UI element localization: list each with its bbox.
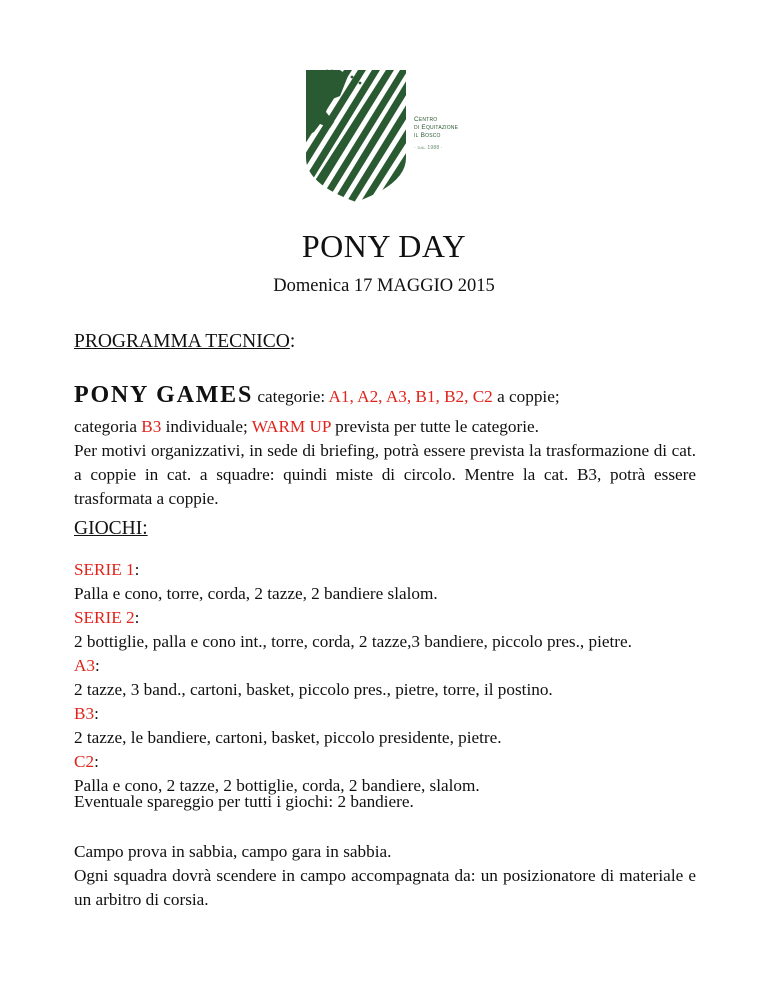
series-games: 2 tazze, 3 band., cartoni, basket, piccolo pres., pietre, torre, il postino. [74,680,553,699]
category-b3: B3 [141,417,162,436]
team-paragraph: Ogni squadra dovrà scendere in campo accompagnata da: un posizionatore di materiale e un arbitro di corsia. [74,866,696,909]
logo-line-3: il Bosco [414,132,441,139]
series-name: A3 [74,656,96,675]
category-b3-line [74,415,696,439]
category-b3-mid: individuale; [161,417,252,436]
category-b3-prefix: categoria [74,417,142,436]
program-heading-line [74,330,696,354]
series-item [74,606,696,654]
program-heading: PROGRAMMA TECNICO [74,331,290,352]
series-name: C2 [74,752,95,771]
series-name: SERIE 1 [74,560,135,579]
logo-text [414,116,458,152]
series-colon: : [134,608,140,627]
organization-paragraph: Per motivi organizzativi, in sede di briefing, potrà essere prevista la trasformazione di cat. a coppie in cat. a squadre: quindi miste di circolo. Mentre la cat. B3, potrà essere trasformata a coppie. [74,441,696,508]
pony-games-line [74,383,696,409]
series-games: 2 bottiglie, palla e cono int., torre, corda, 2 tazze,3 bandiere, piccolo pres., pietre. [74,632,632,651]
warm-up: WARM UP [251,417,331,436]
series-item [74,702,696,750]
event-date: Domenica 17 MAGGIO 2015 [273,276,495,296]
series-games: 2 tazze, le bandiere, cartoni, basket, piccolo presidente, pietre. [74,728,502,747]
games-heading: GIOCHI: [74,518,148,539]
series-colon: : [134,560,140,579]
series-item [74,654,696,702]
categories-list: A1, A2, A3, B1, B2, C2 [328,387,493,406]
logo-line-2: di Equitazione [414,124,459,131]
series-colon: : [94,704,99,723]
categories-suffix: a coppie; [492,387,560,406]
games-heading-line [74,517,696,541]
logo-since: · dal 1988 · [414,145,443,151]
categories-prefix: categorie: [253,387,329,406]
pony-games-label: PONY GAMES [74,382,254,408]
series-name: B3 [74,704,95,723]
logo-line-1: Centro [414,116,438,123]
series-colon: : [95,656,100,675]
program-heading-colon: : [289,331,296,352]
page-title: PONY DAY [301,228,467,264]
series-games: Palla e cono, 2 tazze, 2 bottiglie, corda, 2 bandiere, slalom. [74,776,480,795]
field-line: Campo prova in sabbia, campo gara in sabbia. [74,842,392,861]
series-list [74,558,696,798]
warm-up-suffix: prevista per tutte le categorie. [330,417,539,436]
series-name: SERIE 2 [74,608,135,627]
series-item [74,558,696,606]
series-games: Palla e cono, torre, corda, 2 tazze, 2 bandiere slalom. [74,584,438,603]
series-colon: : [94,752,99,771]
tiebreak-note: Eventuale spareggio per tutti i giochi: 2 bandiere. [74,792,414,811]
